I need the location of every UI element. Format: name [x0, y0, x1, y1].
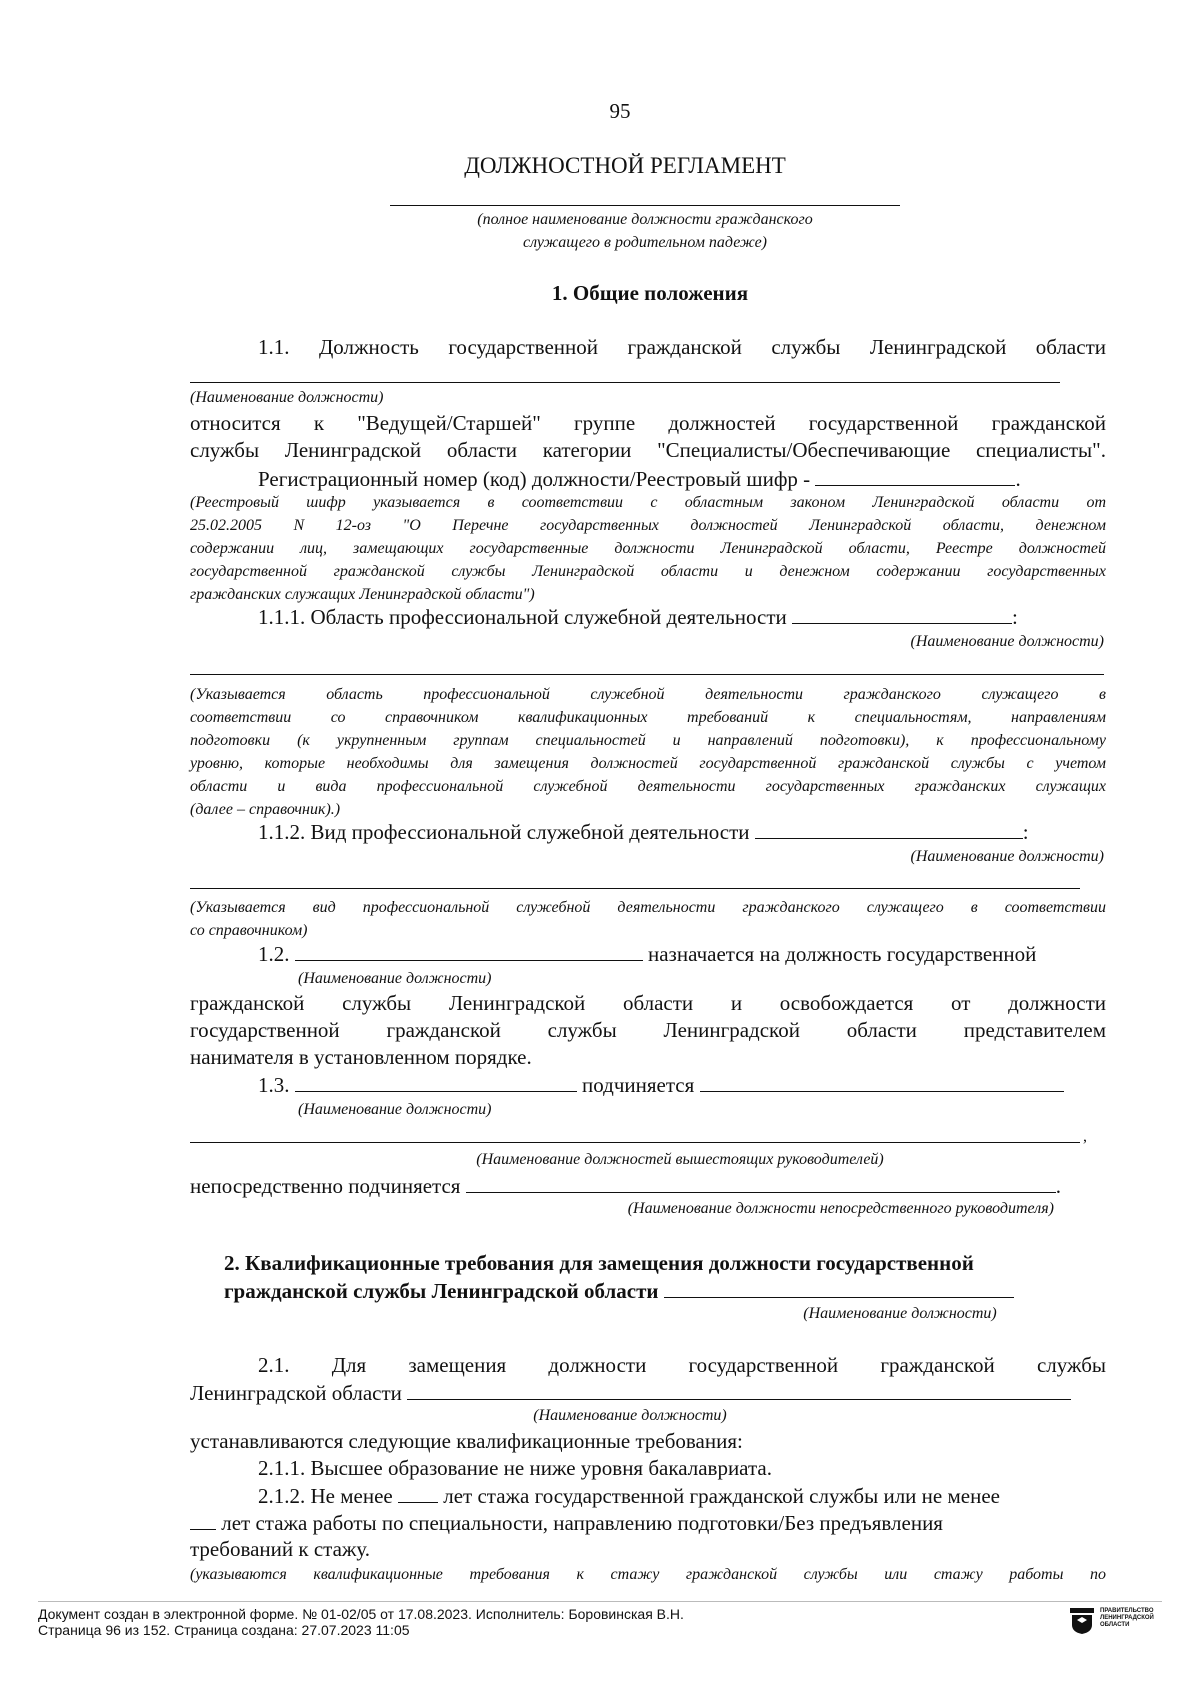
p1-3-direct-row [190, 1172, 1061, 1200]
p2-1-row2 [190, 1379, 1071, 1407]
p1-3-row [258, 1071, 1064, 1099]
p1-1-line3: службы Ленинградской области категории "Специалисты/Обеспечивающие специалисты". [190, 438, 1106, 462]
coat-of-arms-icon [1069, 1607, 1095, 1635]
p1-3-blank1 [295, 1071, 577, 1092]
p1-1-1-blank [792, 603, 1012, 624]
p1-1-1-expl-line4: уровню, которые необходимы для замещения должностей государственной гражданской службы с учетом [190, 755, 1106, 772]
reg-number-text: Регистрационный номер (код) должности/Реестровый шифр - [258, 467, 811, 491]
p1-3-blank2 [700, 1071, 1064, 1092]
p1-3-blank-line [190, 1142, 1080, 1143]
p1-1-1-row [258, 603, 1018, 631]
p1-1-1-expl [190, 683, 1106, 821]
footer-divider [38, 1601, 1162, 1602]
p1-1-1-expl-line3: подготовки (к укрупненным группам специальностей и направлений подготовки), к профессиональному [190, 732, 1106, 749]
p1-1-2-row [258, 818, 1029, 846]
p1-1-1-note: (Наименование должности) [910, 633, 1104, 650]
p1-2-text: назначается на должность государственной [648, 942, 1037, 966]
p1-1-1-expl-line6: (далее – справочник).) [190, 801, 341, 818]
p1-1-1-expl-line1: (Указывается область профессиональной служебной деятельности гражданского служащего в [190, 686, 1106, 703]
title-blank-line [390, 205, 900, 206]
p1-1-2-text: 1.1.2. Вид профессиональной служебной деятельности [258, 820, 750, 844]
p2-1-1: 2.1.1. Высшее образование не ниже уровня бакалавриата. [258, 1456, 772, 1480]
p1-3-direct-dot: . [1055, 1174, 1061, 1198]
reg-note-line1: (Реестровый шифр указывается в соответствии с областным законом Ленинградской области от [190, 494, 1106, 511]
p1-1-1-text: 1.1.1. Область профессиональной служебной деятельности [258, 605, 787, 629]
p1-2-row [258, 940, 1106, 968]
section1-heading: 1. Общие положения [551, 281, 749, 305]
p1-3-num: 1.3. [258, 1073, 290, 1097]
reg-note-line3: содержании лиц, замещающих государственные должности Ленинградской области, Реестре должностей [190, 540, 1106, 557]
p1-2-line4: нанимателя в установленном порядке. [190, 1045, 532, 1069]
p2-1-2-b: лет стажа государственной гражданской службы или не менее [443, 1484, 1000, 1508]
logo-text-line2: ЛЕНИНГРАДСКОЙ [1100, 1615, 1154, 1621]
title-note-line2: служащего в родительном падеже) [522, 234, 768, 251]
reg-number-dot: . [1015, 467, 1021, 491]
p1-1-2-blank-line [190, 888, 1080, 889]
reg-note [190, 491, 1106, 606]
p2-1-2-row [258, 1482, 1000, 1510]
p2-1-2-blank1 [398, 1482, 438, 1503]
p1-1-note: (Наименование должности) [190, 389, 384, 406]
logo-text-line1: ПРАВИТЕЛЬСТВО [1100, 1608, 1154, 1614]
reg-number-blank [815, 465, 1015, 486]
page-number: 95 [609, 99, 631, 123]
p1-3-note: (Наименование должности) [298, 1101, 492, 1118]
p1-3-comma: , [1083, 1128, 1087, 1145]
p1-2-num: 1.2. [258, 942, 290, 966]
reg-note-line2: 25.02.2005 N 12-оз "О Перечне государственных должностей Ленинградской области, денежном [190, 517, 1106, 534]
reg-number-label [258, 465, 1021, 493]
p1-3-text: подчиняется [582, 1073, 695, 1097]
p2-1-note: (Наименование должности) [533, 1407, 727, 1424]
p1-2-line3: государственной гражданской службы Ленинградской области представителем [190, 1018, 1106, 1042]
reg-note-line5: гражданских служащих Ленинградской области") [190, 586, 535, 603]
p1-2-blank [295, 940, 643, 961]
p1-1-2-note: (Наименование должности) [910, 848, 1104, 865]
p1-1-2-expl-line2: со справочником) [190, 922, 308, 939]
p1-1-2-expl [190, 896, 1106, 942]
footer-line1: Документ создан в электронной форме. № 01-02/05 от 17.08.2023. Исполнитель: Боровинская В.Н. [38, 1606, 684, 1622]
p1-2-note: (Наименование должности) [298, 970, 492, 987]
p2-1-2-blank2 [190, 1509, 216, 1530]
p1-1-1-expl-line2: соответствии со справочником квалификационных требований к специальностям, направлениям [190, 709, 1106, 726]
p2-1-blank [407, 1379, 1071, 1400]
section2-heading-line1: 2. Квалификационные требования для замещения должности государственной [224, 1251, 974, 1275]
title-note-line1: (полное наименование должности гражданского [477, 211, 813, 228]
p2-1-2-note: (указываются квалификационные требования к стажу гражданской службы или стажу работы по [190, 1566, 1106, 1583]
logo-text-line3: ОБЛАСТИ [1100, 1622, 1130, 1628]
section2-heading-line2: гражданской службы Ленинградской области [224, 1279, 659, 1303]
p1-3-direct-note: (Наименование должности непосредственного руководителя) [627, 1200, 1054, 1217]
p2-1-2-a: 2.1.2. Не менее [258, 1484, 393, 1508]
p1-1-2-expl-line1: (Указывается вид профессиональной служебной деятельности гражданского служащего в соответствии [190, 899, 1106, 916]
p1-1-1-colon: : [1012, 605, 1018, 629]
p1-2-line2: гражданской службы Ленинградской области и освобождается от должности [190, 991, 1106, 1015]
p1-1-1-blank-line [190, 674, 1104, 675]
p1-1-1-expl-line5: области и вида профессиональной служебной деятельности государственных гражданских служащих [190, 778, 1106, 795]
p1-1-2-blank [755, 818, 1023, 839]
p2-1-line1: 2.1. Для замещения должности государственной гражданской службы [258, 1353, 1106, 1377]
document-title: ДОЛЖНОСТНОЙ РЕГЛАМЕНТ [464, 153, 786, 178]
p2-1-line2: Ленинградской области [190, 1381, 402, 1405]
section2-heading-note: (Наименование должности) [803, 1305, 997, 1322]
p2-1-line3: устанавливаются следующие квалификационные требования: [190, 1429, 743, 1453]
p1-3-note2: (Наименование должностей вышестоящих руководителей) [476, 1151, 884, 1168]
p1-1-2-colon: : [1022, 820, 1029, 844]
reg-note-line4: государственной гражданской службы Ленинградской области и денежном содержании государственных [190, 563, 1106, 580]
p1-3-direct-blank [466, 1172, 1056, 1193]
p1-1-line2: относится к "Ведущей/Старшей" группе должностей государственной гражданской [190, 411, 1106, 435]
section2-heading-blank [664, 1277, 1014, 1298]
p2-1-2-d: требований к стажу. [190, 1537, 371, 1561]
footer-logo-text [1100, 1608, 1154, 1629]
p2-1-2-c: лет стажа работы по специальности, направлению подготовки/Без предъявления [221, 1511, 943, 1535]
p1-3-direct-text: непосредственно подчиняется [190, 1174, 461, 1198]
p2-1-2-row2 [190, 1509, 1106, 1537]
p1-1-blank-line [190, 382, 1060, 383]
footer-line2: Страница 96 из 152. Страница создана: 27.07.2023 11:05 [38, 1622, 410, 1638]
p1-1-line1: 1.1. Должность государственной гражданской службы Ленинградской области [258, 335, 1106, 359]
section2-heading-row2 [224, 1277, 1014, 1305]
